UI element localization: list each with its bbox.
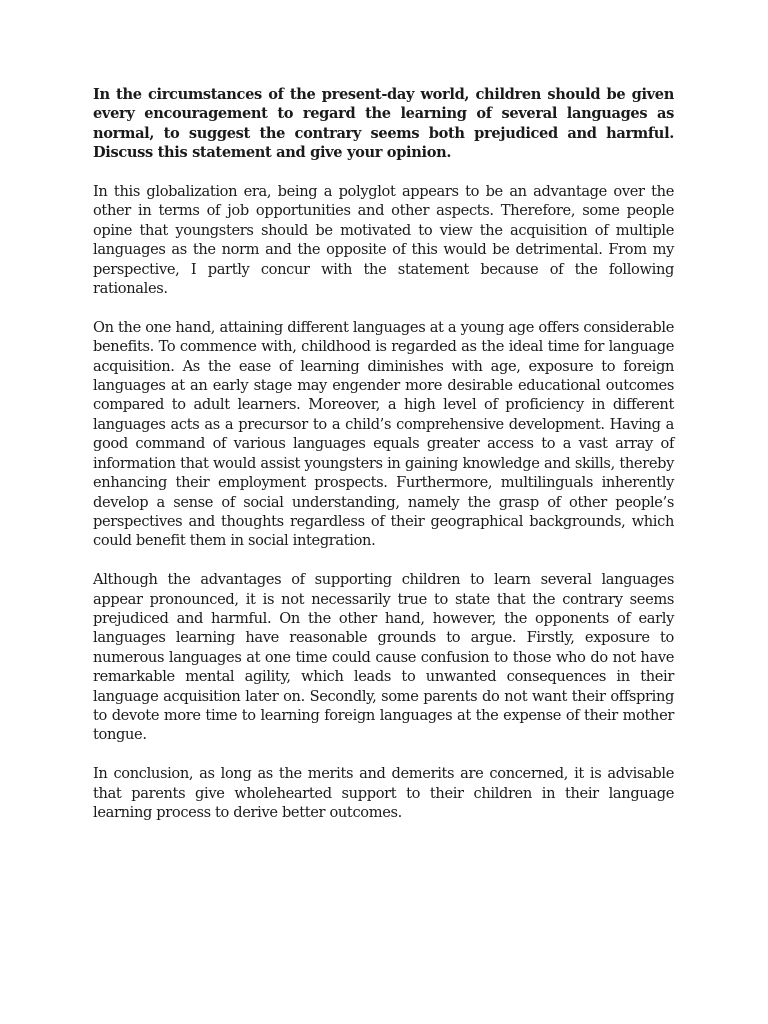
essay-prompt: In the circumstances of the present-day world, children should be given every encouragement to regard the learning of several languages as normal, to suggest the contrary seems both prejudiced and harmful. Discuss this statement and give your opinion. (93, 86, 674, 162)
essay-introduction: In this globalization era, being a polyglot appears to be an advantage over the other in terms of job opportunities and other aspects. Therefore, some people opine that youngsters should be motivated to view the acquisition of multiple languages as the norm and the opposite of this would be detrimental. From my perspective, I partly concur with the statement because of the following rationales. (93, 183, 674, 298)
essay-conclusion: In conclusion, as long as the merits and demerits are concerned, it is advisable that parents give wholehearted support to their children in their language learning process to derive better outcomes. (93, 765, 674, 821)
document-page (93, 85, 674, 842)
essay-body-disadvantages: Although the advantages of supporting children to learn several languages appear pronounced, it is not necessarily true to state that the contrary seems prejudiced and harmful. On the other hand, however, the opponents of early languages learning have reasonable grounds to argue. Firstly, exposure to numerous languages at one time could cause confusion to those who do not have remarkable mental agility, which leads to unwanted consequences in their language acquisition later on. Secondly, some parents do not want their offspring to devote more time to learning foreign languages at the expense of their mother tongue. (93, 571, 674, 744)
essay-body-advantages: On the one hand, attaining different languages at a young age offers considerable benefits. To commence with, childhood is regarded as the ideal time for language acquisition. As the ease of learning diminishes with age, exposure to foreign languages at an early stage may engender more desirable educational outcomes compared to adult learners. Moreover, a high level of proficiency in different languages acts as a precursor to a child’s comprehensive development. Having a good command of various languages equals greater access to a vast array of information that would assist youngsters in gaining knowledge and skills, thereby enhancing their employment prospects. Furthermore, multilinguals inherently develop a sense of social understanding, namely the grasp of other people’s perspectives and thoughts regardless of their geographical backgrounds, which could benefit them in social integration. (93, 318, 674, 550)
